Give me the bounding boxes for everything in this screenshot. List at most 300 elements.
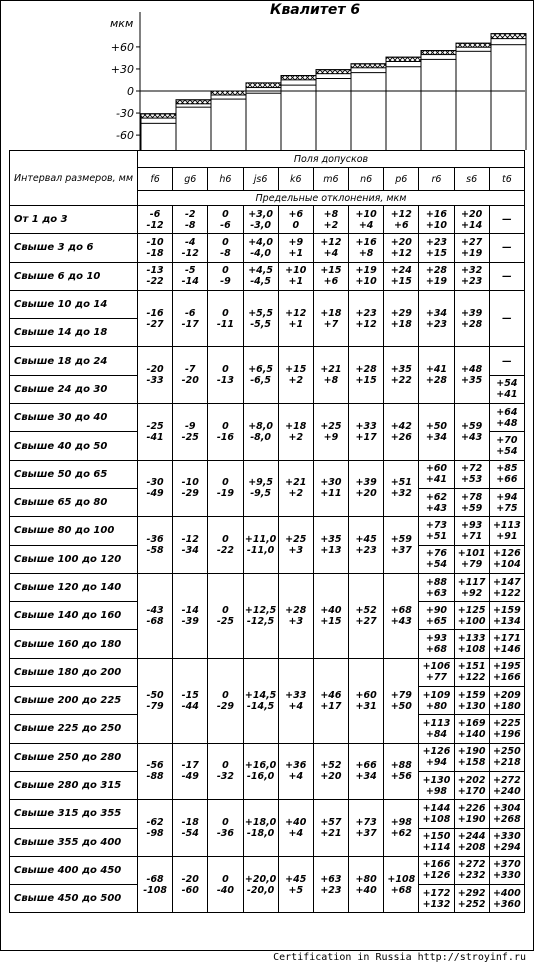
table-cell [278,573,313,658]
upper-deviation: +15 [320,265,342,277]
deviation-pair [455,265,489,287]
interval-label: Свыше 18 до 24 [10,347,138,375]
deviation-pair [419,746,453,768]
tick-label: +30 [110,62,134,76]
lower-deviation: +12 [390,247,412,259]
deviation-pair [138,364,172,386]
upper-deviation: +73 [355,817,377,829]
upper-deviation: +4,5 [248,265,273,277]
lower-deviation: -88 [146,771,164,783]
table-cell [349,658,384,743]
lower-deviation: +53 [461,474,483,486]
upper-deviation: +8 [323,208,339,220]
upper-deviation: +202 [457,774,486,786]
table-cell [138,800,173,857]
deviation-pair [490,463,524,485]
table-cell [313,517,348,574]
upper-deviation: -43 [146,604,164,616]
lower-deviation: +158 [457,757,486,769]
table-cell [384,290,419,347]
lower-deviation: +15 [425,247,448,259]
lower-deviation: -49 [181,771,199,783]
deviation-pair [208,690,242,712]
deviation-pair [279,237,313,259]
lower-deviation: +23 [355,545,377,557]
upper-deviation: +250 [492,746,521,758]
upper-deviation: +98 [390,817,412,829]
table-cell [489,262,524,290]
table-cell [489,715,524,743]
upper-deviation: — [502,214,512,226]
lower-deviation: -27 [146,318,164,330]
deviation-pair [490,242,524,253]
deviation-pair [314,534,348,556]
upper-deviation: +18 [285,420,307,432]
table-cell [419,743,454,771]
lower-deviation: +50 [390,700,412,712]
lower-deviation: -79 [146,700,164,712]
table-cell [454,545,489,573]
lower-deviation: +23 [461,276,483,288]
deviation-pair [138,237,172,259]
lower-deviation: +6 [394,219,409,231]
tolerance-band [281,76,316,80]
upper-deviation: +73 [425,519,448,531]
lower-deviation: -4,5 [250,276,271,288]
deviation-pair [490,859,524,881]
deviation-pair [244,760,278,782]
deviation-pair [349,690,383,712]
upper-deviation: +79 [390,689,412,701]
table-cell [419,545,454,573]
interval-label: Свыше 225 до 250 [10,715,138,743]
lower-deviation: +21 [320,828,342,840]
table-cell [419,715,454,743]
table-cell [384,743,419,800]
deviation-pair [384,237,418,259]
table-cell [349,262,384,290]
table-cell [419,856,454,884]
upper-deviation: +28 [355,364,377,376]
upper-deviation: +94 [496,491,518,503]
table-cell [384,347,419,404]
deviation-pair [490,378,524,400]
upper-deviation: +41 [425,364,448,376]
lower-deviation: +1 [288,318,304,330]
upper-deviation: +9,5 [248,477,273,489]
upper-deviation: +33 [285,689,307,701]
upper-deviation: +46 [320,689,342,701]
deviation-pair [349,237,383,259]
upper-deviation: +28 [285,604,307,616]
table-cell [454,771,489,799]
table-cell [138,290,173,347]
table-cell [419,488,454,516]
deviations-header: Предельные отклонения, мкм [138,191,525,206]
lower-deviation: +43 [390,615,412,627]
lower-deviation: +68 [425,644,448,656]
interval-label: Свыше 80 до 100 [10,517,138,545]
deviation-pair [455,690,489,712]
upper-deviation: +23 [355,307,377,319]
upper-deviation: +50 [425,420,448,432]
table-cell [243,460,278,517]
lower-deviation: +37 [390,545,412,557]
lower-deviation: +48 [496,417,518,429]
lower-deviation: +12 [355,318,377,330]
deviation-pair [138,874,172,896]
lower-deviation: +104 [492,559,521,571]
deviation-pair [419,888,453,910]
column-header-k6: k6 [278,168,313,191]
table-cell [138,743,173,800]
deviation-pair [208,874,242,896]
upper-deviation: +29 [390,307,412,319]
table-cell [489,375,524,403]
lower-deviation: +166 [492,672,521,684]
table-cell [349,743,384,800]
table-cell [349,206,384,234]
upper-deviation: -9 [184,420,196,432]
table-cell [313,573,348,658]
lower-deviation: +6 [323,276,339,288]
deviation-pair [490,605,524,627]
table-cell [454,460,489,488]
interval-label: Свыше 450 до 500 [10,885,138,913]
table-cell [278,517,313,574]
lower-deviation: -11 [216,318,235,330]
lower-deviation: +35 [461,375,483,387]
table-cell [419,290,454,347]
table-cell [313,404,348,461]
table-cell [208,206,243,234]
lower-deviation: -44 [181,700,199,712]
table-cell [489,573,524,601]
deviation-pair [384,690,418,712]
deviation-pair [490,633,524,655]
deviation-pair [173,421,207,443]
table-cell [454,658,489,686]
upper-deviation: +159 [457,689,486,701]
column-header-f6: f6 [138,168,173,191]
upper-deviation: +34 [425,307,448,319]
lower-deviation: +41 [425,474,448,486]
lower-deviation: +8 [358,247,374,259]
upper-deviation: +27 [461,236,483,248]
deviation-pair [384,874,418,896]
lower-deviation: -4,0 [250,247,271,259]
table-cell [243,347,278,404]
tick-label: -60 [116,129,134,143]
deviation-pair [455,718,489,740]
deviation-pair [173,760,207,782]
deviation-pair [490,718,524,740]
deviation-pair [349,605,383,627]
deviation-pair [419,265,453,287]
table-cell [349,404,384,461]
deviation-pair [490,271,524,282]
lower-deviation: +9 [323,431,339,443]
upper-deviation: +370 [492,859,521,871]
lower-deviation: -5,5 [250,318,271,330]
deviation-pair [279,605,313,627]
upper-deviation: +59 [390,534,412,546]
lower-deviation: -40 [216,884,235,896]
lower-deviation: +41 [496,389,518,401]
page-title: Квалитет 6 [270,2,361,18]
upper-deviation: 0 [222,689,229,701]
upper-deviation: +113 [422,717,451,729]
interval-label: Свыше 6 до 10 [10,262,138,290]
table-cell [208,743,243,800]
upper-deviation: +18,0 [244,817,277,829]
table-cell [243,517,278,574]
table-cell [454,517,489,545]
upper-deviation: -62 [146,817,164,829]
lower-deviation: +4 [323,247,339,259]
upper-deviation: 0 [222,817,229,829]
lower-deviation: -14,5 [246,700,275,712]
deviation-pair [384,534,418,556]
table-cell [278,658,313,743]
upper-deviation: +272 [492,774,521,786]
table-cell [489,460,524,488]
upper-deviation: +10 [285,265,307,277]
table-cell [243,404,278,461]
table-cell [384,262,419,290]
upper-deviation: +101 [457,548,486,560]
lower-deviation: +31 [355,700,377,712]
deviation-pair [349,874,383,896]
upper-deviation: +144 [422,802,451,814]
upper-deviation: +169 [457,717,486,729]
lower-deviation: -14 [181,276,199,288]
deviation-pair [173,874,207,896]
lower-deviation: -19 [216,488,235,500]
table-cell [173,404,208,461]
deviation-pair [419,548,453,570]
deviation-pair [490,775,524,797]
deviation-pair [279,308,313,330]
upper-deviation: +20 [390,236,412,248]
deviation-pair [490,803,524,825]
upper-deviation: +3,0 [248,208,273,220]
deviation-pair [419,421,453,443]
lower-deviation: +10 [425,219,448,231]
interval-label: Свыше 120 до 140 [10,573,138,601]
upper-deviation: +62 [425,491,448,503]
deviation-pair [384,760,418,782]
table-cell [173,573,208,658]
deviation-pair [490,313,524,324]
table-cell [454,488,489,516]
lower-deviation: +14 [461,219,483,231]
table-cell [208,234,243,262]
deviation-pair [349,534,383,556]
upper-deviation: +6 [288,208,304,220]
table-cell [173,743,208,800]
upper-deviation: +25 [285,534,307,546]
table-cell [278,234,313,262]
upper-deviation: +35 [390,364,412,376]
table-cell [208,856,243,913]
table-cell [454,262,489,290]
upper-deviation: +88 [390,760,412,772]
tolerance-band [456,43,491,47]
deviation-pair [455,746,489,768]
deviation-pair [349,265,383,287]
upper-deviation: +72 [461,463,483,475]
interval-label: Свыше 250 до 280 [10,743,138,771]
lower-deviation: +62 [390,828,412,840]
lower-deviation: +98 [425,785,448,797]
table-cell [313,234,348,262]
upper-deviation: +8,0 [248,420,273,432]
table-cell [313,460,348,517]
deviation-pair [349,209,383,231]
lower-deviation: +34 [425,431,448,443]
upper-deviation: +16 [355,236,377,248]
lower-deviation: +43 [461,431,483,443]
tick-label: +60 [110,40,134,54]
deviation-pair [384,265,418,287]
upper-deviation: -30 [146,477,164,489]
lower-deviation: -6 [220,219,231,231]
upper-deviation: +25 [320,420,342,432]
table-cell [138,517,173,574]
lower-deviation: +190 [457,813,486,825]
upper-deviation: +113 [492,519,521,531]
deviation-pair [349,760,383,782]
upper-deviation: +11,0 [244,534,277,546]
deviation-pair [208,209,242,231]
deviation-pair [244,817,278,839]
deviation-pair [314,605,348,627]
upper-deviation: 0 [222,873,229,885]
table-cell [454,885,489,913]
upper-deviation: +60 [355,689,377,701]
deviation-pair [419,718,453,740]
lower-deviation: +180 [492,700,521,712]
upper-deviation: +85 [496,463,518,475]
lower-deviation: -60 [181,884,199,896]
lower-deviation: +77 [425,672,448,684]
upper-deviation: +45 [355,534,377,546]
upper-deviation: -56 [146,760,164,772]
table-cell [349,234,384,262]
lower-deviation: -20 [181,375,199,387]
lower-deviation: +59 [461,502,483,514]
table-cell [138,234,173,262]
lower-deviation: +114 [422,842,451,854]
lower-deviation: +18 [390,318,412,330]
table-cell [138,404,173,461]
deviation-pair [314,364,348,386]
upper-deviation: +42 [390,420,412,432]
upper-deviation: -25 [146,420,164,432]
lower-deviation: +43 [425,502,448,514]
deviation-pair [173,237,207,259]
upper-deviation: +88 [425,576,448,588]
table-cell [173,460,208,517]
table-cell [384,234,419,262]
tolerance-chart [0,0,534,150]
upper-deviation: +190 [457,746,486,758]
column-header-g6: g6 [173,168,208,191]
tolerance-band [316,70,351,74]
deviation-pair [455,308,489,330]
lower-deviation: +134 [492,615,521,627]
deviation-pair [173,534,207,556]
lower-deviation: +20 [320,771,342,783]
tolerance-band [176,100,211,104]
tolerance-band [386,57,421,61]
lower-deviation: +3 [288,545,304,557]
lower-deviation: +2 [288,488,304,500]
table-cell [454,573,489,601]
table-cell [489,687,524,715]
upper-deviation: -10 [181,477,199,489]
upper-deviation: -18 [181,817,199,829]
lower-deviation: +20 [355,488,377,500]
lower-deviation: +68 [390,884,412,896]
upper-deviation: -17 [181,760,199,772]
interval-label: Свыше 140 до 160 [10,602,138,630]
upper-deviation: +108 [387,873,416,885]
lower-deviation: -98 [146,828,164,840]
table-cell [419,517,454,545]
table-cell [278,290,313,347]
upper-deviation: 0 [222,420,229,432]
upper-deviation: +109 [422,689,451,701]
lower-deviation: +22 [390,375,412,387]
lower-deviation: -18 [146,247,164,259]
lower-deviation: +170 [457,785,486,797]
upper-deviation: +226 [457,802,486,814]
table-cell [208,404,243,461]
upper-deviation: 0 [222,534,229,546]
lower-deviation: +17 [320,700,342,712]
table-cell [313,743,348,800]
upper-deviation: +14,5 [244,689,277,701]
table-cell [138,262,173,290]
deviation-pair [384,477,418,499]
deviation-pair [490,356,524,367]
column-header-t6: t6 [489,168,524,191]
upper-deviation: +151 [457,661,486,673]
deviation-pair [419,237,453,259]
upper-deviation: +117 [457,576,486,588]
lower-deviation: +126 [422,870,451,882]
deviation-pair [455,831,489,853]
deviation-pair [419,364,453,386]
lower-deviation: +28 [425,375,448,387]
deviation-pair [455,364,489,386]
lower-deviation: +80 [425,700,448,712]
deviation-pair [138,209,172,231]
lower-deviation: -3,0 [250,219,271,231]
upper-deviation: +30 [320,477,342,489]
deviation-pair [490,690,524,712]
upper-deviation: +36 [285,760,307,772]
table-cell [419,828,454,856]
upper-deviation: +80 [355,873,377,885]
column-header-s6: s6 [454,168,489,191]
table-cell [454,715,489,743]
table-cell [138,856,173,913]
table-cell [173,290,208,347]
lower-deviation: +10 [355,276,377,288]
